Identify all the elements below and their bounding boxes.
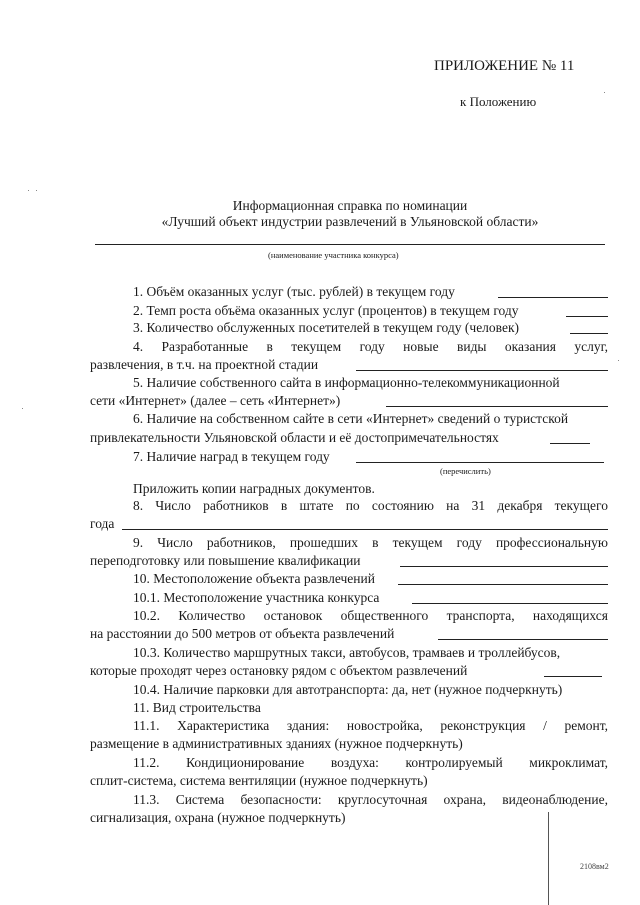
item-1-answer-line[interactable]	[498, 297, 608, 298]
item-9-line1: 9. Число работников, прошедших в текущем году профессиональную	[133, 535, 608, 550]
item-8-line2: года	[90, 516, 115, 531]
item-4-answer-line[interactable]	[356, 370, 608, 371]
item-10-2-answer-line[interactable]	[438, 639, 608, 640]
item-10-4: 10.4. Наличие парковки для автотранспорта: да, нет (нужное подчеркнуть)	[133, 682, 563, 697]
item-10-3-line2: которые проходят через остановку рядом с объектом развлечений	[90, 663, 468, 678]
scan-speck	[22, 408, 23, 409]
item-3: 3. Количество обслуженных посетителей в текущем году (человек)	[133, 320, 520, 335]
item-1: 1. Объём оказанных услуг (тыс. рублей) в текущем году	[133, 284, 455, 299]
item-10-1: 10.1. Местоположение участника конкурса	[133, 590, 380, 605]
item-9-line2: переподготовку или повышение квалификации	[90, 553, 361, 568]
item-5-answer-line[interactable]	[386, 406, 608, 407]
scan-speck	[36, 190, 37, 191]
item-3-answer-line[interactable]	[570, 333, 608, 334]
item-11-3-line1: 11.3. Система безопасности: круглосуточная охрана, видеонаблюдение,	[133, 792, 608, 807]
footer-code: 2108вм2	[580, 862, 609, 871]
item-2: 2. Темп роста объёма оказанных услуг (процентов) в текущем году	[133, 303, 519, 318]
item-6-answer-line[interactable]	[550, 443, 590, 444]
item-10-answer-line[interactable]	[398, 584, 608, 585]
item-10-3-line1: 10.3. Количество маршрутных такси, автобусов, трамваев и троллейбусов,	[133, 645, 561, 660]
item-6-line1: 6. Наличие на собственном сайте в сети «Интернет» сведений о туристской	[133, 411, 569, 426]
item-4-line2: развлечения, в т.ч. на проектной стадии	[90, 357, 319, 372]
scan-speck	[28, 190, 29, 191]
item-7: 7. Наличие наград в текущем году	[133, 449, 330, 464]
item-10-2-line1: 10.2. Количество остановок общественного транспорта, находящихся	[133, 608, 608, 623]
item-11-1-line1: 11.1. Характеристика здания: новостройка, реконструкция / ремонт,	[133, 718, 608, 733]
appendix-number: ПРИЛОЖЕНИЕ № 11	[434, 58, 575, 74]
item-4-line1: 4. Разработанные в текущем году новые виды оказания услуг,	[133, 339, 608, 354]
item-10-1-answer-line[interactable]	[412, 603, 608, 604]
item-11-2-line2: сплит-система, система вентиляции (нужное подчеркнуть)	[90, 773, 428, 788]
item-10-2-line2: на расстоянии до 500 метров от объекта развлечений	[90, 626, 395, 641]
to-regulation-label: к Положению	[460, 94, 537, 109]
item-11-2-line1: 11.2. Кондиционирование воздуха: контролируемый микроклимат,	[133, 755, 608, 770]
item-11: 11. Вид строительства	[133, 700, 261, 715]
item-7-answer-line[interactable]	[356, 462, 604, 463]
document-title-line1: Информационная справка по номинации	[232, 198, 468, 213]
scan-edge-line	[548, 812, 549, 905]
item-8-line1: 8. Число работников в штате по состоянию на 31 декабря текущего	[133, 498, 608, 513]
item-9-answer-line[interactable]	[400, 566, 608, 567]
item-6-line2: привлекательности Ульяновской области и её достопримечательностях	[90, 430, 499, 445]
participant-caption: (наименование участника конкурса)	[268, 250, 399, 260]
item-10-3-answer-line[interactable]	[544, 676, 602, 677]
participant-name-line[interactable]	[95, 244, 605, 245]
item-10: 10. Местоположение объекта развлечений	[133, 571, 375, 586]
document-title-line2: «Лучший объект индустрии развлечений в Ульяновской области»	[161, 214, 539, 229]
item-11-1-line2: размещение в административных зданиях (нужное подчеркнуть)	[90, 736, 463, 751]
item-7-caption: (перечислить)	[440, 466, 491, 476]
item-11-3-line2: сигнализация, охрана (нужное подчеркнуть)	[90, 810, 346, 825]
scan-speck	[618, 360, 619, 361]
scan-speck	[604, 92, 605, 93]
item-8-answer-line[interactable]	[122, 529, 608, 530]
item-5-line2: сети «Интернет» (далее – сеть «Интернет»)	[90, 393, 341, 408]
item-5-line1: 5. Наличие собственного сайта в информационно-телекоммуникационной	[133, 375, 560, 390]
item-7-note: Приложить копии наградных документов.	[133, 481, 375, 496]
item-2-answer-line[interactable]	[566, 316, 608, 317]
